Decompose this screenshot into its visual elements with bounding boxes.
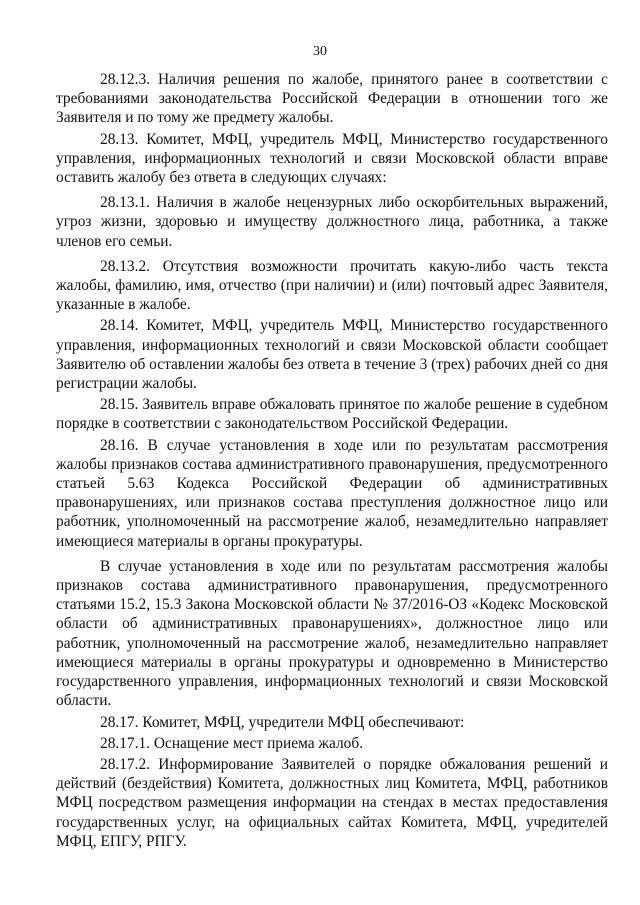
paragraph-28-17-1: 28.17.1. Оснащение мест приема жалоб. [100, 734, 364, 752]
paragraph-28-16: 28.16. В случае установления в ходе или по результатам рассмотрения жалобы признаков состава административного правонарушения, предусмотренного статьей 5.63 Кодекса Российской Федерации об административных правонарушениях, или признаков состава преступления должностное лицо или работник, уполномоченный на рассмотрение жалоб, незамедлительно направляет имеющиеся материалы в органы прокуратуры. [56, 436, 608, 550]
paragraph-28-13-1: 28.13.1. Наличия в жалобе нецензурных либо оскорбительных выражений, угроз жизни, здоровью и имуществу должностного лица, работника, а также членов его семьи. [56, 194, 608, 250]
paragraph-28-16-continuation: В случае установления в ходе или по результатам рассмотрения жалобы признаков состава административного правонарушения, предусмотренного статьями 15.2, 15.3 Закона Московской области № 37/2016-ОЗ «Кодекс Московской области об административных правонарушениях», должностное лицо или работник, уполномоченный на рассмотрение жалоб, незамедлительно направляет имеющиеся материалы в органы прокуратуры и одновременно в Министерство государственного управления, информационных технологий и связи Московской области. [56, 557, 608, 710]
paragraph-28-13: 28.13. Комитет, МФЦ, учредитель МФЦ, Министерство государственного управления, информационных технологий и связи Московской области вправе оставить жалобу без ответа в следующих случаях: [56, 130, 608, 187]
paragraph-28-17: 28.17. Комитет, МФЦ, учредители МФЦ обеспечивают: [100, 713, 465, 731]
paragraph-28-12-3: 28.12.3. Наличия решения по жалобе, принятого ранее в соответствии с требованиями законодательства Российской Федерации в отношении того же Заявителя и по тому же предмету жалобы. [56, 71, 608, 127]
page-number: 30 [313, 44, 327, 59]
paragraph-28-14: 28.14. Комитет, МФЦ, учредитель МФЦ, Министерство государственного управления, информационных технологий и связи Московской области сообщает Заявителю об оставлении жалобы без ответа в течение 3 (трех) рабочих дней со дня регистрации жалобы. [56, 317, 608, 393]
document-body [56, 70, 608, 853]
paragraph-28-15: 28.15. Заявитель вправе обжаловать принятое по жалобе решение в судебном порядке в соответствии с законодательством Российской Федерации. [56, 396, 608, 433]
paragraph-28-13-2: 28.13.2. Отсутствия возможности прочитать какую-либо часть текста жалобы, фамилию, имя, отчество (при наличии) и (или) почтовый адрес Заявителя, указанные в жалобе. [56, 257, 608, 314]
paragraph-28-17-2: 28.17.2. Информирование Заявителей о порядке обжалования решений и действий (бездействия) Комитета, должностных лиц Комитета, МФЦ, работников МФЦ посредством размещения информации на стендах в местах предоставления государственных услуг, на официальных сайтах Комитета, МФЦ, учредителей МФЦ, ЕПГУ, РПГУ. [56, 755, 608, 850]
